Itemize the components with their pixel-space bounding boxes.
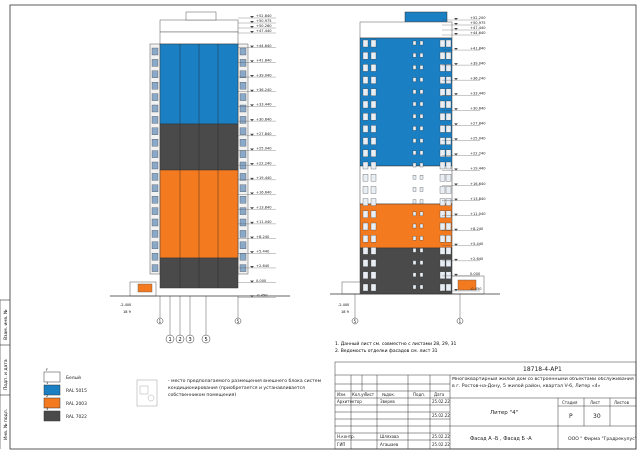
elevation-mark: +13.840 — [256, 205, 272, 210]
window — [440, 125, 445, 132]
window — [363, 211, 368, 218]
window — [413, 41, 416, 45]
window — [420, 175, 423, 179]
window — [413, 236, 416, 240]
window — [413, 212, 416, 216]
window — [240, 71, 246, 78]
window — [413, 248, 416, 252]
elevation-mark: +50.260 — [256, 24, 272, 29]
window — [440, 150, 445, 157]
elevation-mark: +52.200 — [470, 16, 486, 21]
elevation-mark: -0.450 — [256, 293, 268, 298]
window — [440, 247, 445, 254]
person: Зверев — [380, 399, 395, 404]
low-mark: -2.400 — [120, 303, 132, 307]
window — [440, 162, 445, 169]
window — [152, 94, 158, 101]
stamp-text: Инв. № подл. — [4, 408, 9, 440]
axis-label: 2 — [178, 337, 182, 343]
elevation-mark: +22.240 — [470, 151, 486, 156]
window — [371, 211, 376, 218]
axis-label: 5 — [204, 337, 208, 343]
window — [446, 40, 451, 47]
elevation-mark: +52.840 — [256, 14, 272, 19]
axis-label: 1 — [458, 319, 462, 324]
window — [371, 247, 376, 254]
window — [152, 82, 158, 89]
window — [152, 196, 158, 203]
company: ООО " Фирма "Градрекулус" — [568, 437, 637, 442]
elevation-mark: +27.840 — [470, 121, 486, 126]
date: 25.02.22 — [432, 442, 450, 447]
window — [440, 113, 445, 120]
window — [413, 187, 416, 191]
window — [420, 273, 423, 277]
window — [420, 163, 423, 167]
window — [440, 40, 445, 47]
window — [371, 77, 376, 84]
window — [371, 101, 376, 108]
elevation-mark: +41.840 — [470, 46, 486, 51]
window — [413, 175, 416, 179]
window — [413, 285, 416, 289]
legend-swatch — [44, 411, 60, 421]
window — [363, 138, 368, 145]
window — [371, 260, 376, 267]
window — [446, 223, 451, 230]
window — [152, 162, 158, 169]
window — [371, 174, 376, 181]
window — [420, 126, 423, 130]
window — [413, 139, 416, 143]
window — [446, 89, 451, 96]
window — [440, 186, 445, 193]
window — [420, 78, 423, 82]
window — [446, 64, 451, 71]
window — [446, 199, 451, 206]
note-line: 2. Ведомость отделки фасадов см. лист 31 — [335, 349, 438, 354]
elevation-mark: -0.450 — [470, 287, 482, 292]
window — [363, 199, 368, 206]
window — [446, 113, 451, 120]
elevation-mark: +50.975 — [470, 21, 486, 26]
legend-code: 1 — [46, 381, 49, 385]
window — [152, 71, 158, 78]
elevation-mark: +44.640 — [470, 31, 486, 36]
window — [371, 150, 376, 157]
window — [363, 52, 368, 59]
window — [371, 162, 376, 169]
window — [413, 151, 416, 155]
window — [152, 208, 158, 215]
window — [152, 105, 158, 112]
head-cell: Подп. — [413, 392, 426, 397]
elevation-mark: +11.040 — [256, 220, 272, 225]
elevation-mark: +22.240 — [256, 161, 272, 166]
window — [420, 53, 423, 57]
window — [371, 138, 376, 145]
window — [363, 284, 368, 291]
low-mark: -2.400 — [338, 303, 350, 307]
window — [371, 64, 376, 71]
elevation-mark: +25.040 — [470, 136, 486, 141]
window — [152, 59, 158, 66]
elevation-mark: +39.040 — [256, 73, 272, 78]
window — [371, 125, 376, 132]
window — [420, 285, 423, 289]
stage-value: Р — [569, 413, 573, 420]
window — [363, 101, 368, 108]
head-cell: Дата — [434, 392, 445, 397]
elevation-mark: +30.640 — [256, 117, 272, 122]
legend-code: 3 — [46, 407, 49, 411]
doc-code: 18718-4-АР1 — [523, 366, 562, 373]
project-title: Многоквартирный жилой дом со встроенными объектами обслуживания в г. Ростов-на-Дону, 5 жилой район, квартал V-6, Литер «4» — [452, 377, 634, 389]
head-cell: Кол.уч — [352, 392, 366, 397]
axis-label: 3 — [188, 337, 192, 343]
window — [240, 94, 246, 101]
window — [413, 273, 416, 277]
window — [440, 52, 445, 59]
elevation-mark: +41.840 — [256, 58, 272, 63]
window — [363, 260, 368, 267]
axis-markers-left — [120, 296, 241, 343]
date: 25.02.22 — [432, 434, 450, 439]
window — [440, 223, 445, 230]
window — [152, 230, 158, 237]
notes — [335, 340, 456, 354]
window — [240, 48, 246, 55]
window — [363, 162, 368, 169]
window — [420, 90, 423, 94]
elevation-mark: +39.040 — [470, 61, 486, 66]
window — [446, 138, 451, 145]
elevation-mark: +13.840 — [470, 196, 486, 201]
elevation-mark: +36.240 — [470, 76, 486, 81]
window — [363, 223, 368, 230]
window — [240, 162, 246, 169]
window — [440, 174, 445, 181]
colour-legend — [44, 368, 87, 421]
window — [371, 272, 376, 279]
window — [420, 41, 423, 45]
elevation-mark: +2.640 — [256, 264, 270, 269]
axis-label: 5 — [236, 319, 240, 324]
role: ГИП — [337, 442, 346, 447]
window — [420, 248, 423, 252]
elevation-mark: +47.440 — [470, 26, 486, 31]
person: Шляхова — [380, 434, 399, 439]
window — [446, 174, 451, 181]
legend-label: Белый — [66, 376, 81, 381]
window — [371, 186, 376, 193]
legend-code: F — [46, 368, 49, 372]
axis-label: 1 — [168, 337, 172, 343]
window — [446, 125, 451, 132]
axis-label: 5 — [353, 319, 357, 324]
ac-note-text: - место предполагаемого размещения внешнего блока систем кондиционирования (приобретается и устанавливается собственником помещения) — [168, 379, 322, 398]
role: Архитектор — [337, 399, 362, 404]
window — [363, 174, 368, 181]
window — [240, 116, 246, 123]
window — [240, 59, 246, 66]
window — [413, 90, 416, 94]
window — [152, 139, 158, 146]
window — [363, 89, 368, 96]
window — [371, 223, 376, 230]
elevation-mark: +11.040 — [470, 211, 486, 216]
window — [413, 261, 416, 265]
window — [413, 200, 416, 204]
elevation-mark: +33.440 — [256, 102, 272, 107]
head-cell: №док. — [382, 392, 396, 397]
elevation-mark: +47.440 — [256, 29, 272, 34]
window — [240, 219, 246, 226]
stamp-text: Подп. и дата — [4, 359, 9, 390]
window — [363, 247, 368, 254]
window — [240, 185, 246, 192]
window — [371, 235, 376, 242]
window — [440, 272, 445, 279]
window — [440, 64, 445, 71]
ac-note — [137, 378, 326, 414]
stamp-text: Взам. инв. № — [4, 309, 9, 340]
window — [240, 230, 246, 237]
window — [240, 151, 246, 158]
window — [363, 125, 368, 132]
window — [446, 247, 451, 254]
window — [363, 40, 368, 47]
elevation-mark: +2.640 — [470, 257, 484, 262]
elevation-mark: 0.000 — [256, 278, 267, 283]
window — [371, 89, 376, 96]
window — [363, 272, 368, 279]
elevation-mark: +25.040 — [256, 146, 272, 151]
elevation-mark: +30.640 — [470, 106, 486, 111]
window — [413, 65, 416, 69]
window — [420, 236, 423, 240]
elevation-mark: +19.440 — [256, 176, 272, 181]
elevation-mark: +8.240 — [470, 226, 484, 231]
sheet-number: 30 — [593, 413, 601, 420]
window — [371, 284, 376, 291]
window — [240, 242, 246, 249]
window — [240, 82, 246, 89]
window — [152, 48, 158, 55]
window — [152, 116, 158, 123]
window — [152, 151, 158, 158]
window — [446, 272, 451, 279]
elevation-mark: +5.440 — [256, 249, 270, 254]
window — [413, 224, 416, 228]
head-cell: Лист — [364, 392, 375, 397]
person: Агашаев — [380, 442, 399, 447]
window — [446, 186, 451, 193]
window — [440, 199, 445, 206]
window — [240, 208, 246, 215]
window — [440, 89, 445, 96]
window — [420, 224, 423, 228]
window — [446, 284, 451, 291]
window — [420, 212, 423, 216]
window — [363, 77, 368, 84]
window — [420, 102, 423, 106]
axis-label: 1 — [158, 319, 162, 324]
window — [240, 253, 246, 260]
window — [440, 138, 445, 145]
elevation-mark: +16.640 — [256, 190, 272, 195]
window — [363, 150, 368, 157]
window — [420, 65, 423, 69]
window — [446, 211, 451, 218]
window — [371, 40, 376, 47]
window — [440, 284, 445, 291]
legend-code: 2 — [46, 394, 49, 398]
window — [363, 186, 368, 193]
window — [446, 235, 451, 242]
window — [413, 163, 416, 167]
window — [446, 101, 451, 108]
window — [446, 150, 451, 157]
head-cell: Изм. — [337, 392, 347, 397]
window — [371, 113, 376, 120]
window — [152, 253, 158, 260]
window — [363, 64, 368, 71]
window — [152, 173, 158, 180]
elevation-mark: +8.240 — [256, 234, 270, 239]
role: Н.контр. — [337, 434, 355, 439]
elevation-mark: +33.440 — [470, 91, 486, 96]
window — [446, 260, 451, 267]
window — [240, 265, 246, 272]
stage-head: Стадия — [562, 400, 578, 405]
legend-label: RAL 7022 — [66, 415, 87, 420]
note-line: 1. Данный лист см. совместно с листами 28, 29, 31 — [335, 342, 457, 347]
side-stamp — [0, 300, 10, 449]
legend-label: RAL 2003 — [66, 402, 87, 407]
date: 25.02.22 — [432, 413, 450, 418]
object-name: Литер "4" — [490, 410, 519, 416]
window — [413, 53, 416, 57]
window — [440, 101, 445, 108]
window — [420, 261, 423, 265]
window — [413, 78, 416, 82]
window — [413, 114, 416, 118]
stage-head: Лист — [590, 400, 601, 405]
elevation-mark: +5.440 — [470, 241, 484, 246]
window — [240, 139, 246, 146]
window — [446, 52, 451, 59]
window — [420, 114, 423, 118]
window — [152, 219, 158, 226]
window — [420, 139, 423, 143]
legend-label: RAL 5015 — [66, 389, 87, 394]
low-mark: 18 9 — [341, 310, 349, 314]
window — [371, 199, 376, 206]
window — [371, 52, 376, 59]
stage-head: Листов — [614, 400, 629, 405]
sheet-title: Фасад А -Б , Фасад Б -А — [470, 436, 532, 442]
window — [152, 185, 158, 192]
window — [420, 200, 423, 204]
window — [240, 196, 246, 203]
elevation-mark: +50.975 — [256, 19, 272, 24]
window — [152, 265, 158, 272]
date: 25.02.22 — [432, 399, 450, 404]
elevation-mark: +27.840 — [256, 131, 272, 136]
window — [440, 211, 445, 218]
window — [363, 113, 368, 120]
window — [440, 235, 445, 242]
axis-markers-right — [338, 294, 463, 324]
elevation-mark: 0.000 — [470, 272, 481, 277]
window — [152, 128, 158, 135]
low-mark: 18 9 — [123, 310, 131, 314]
window — [240, 128, 246, 135]
window — [152, 242, 158, 249]
elevation-mark: +16.640 — [470, 181, 486, 186]
elevation-mark: +19.440 — [470, 166, 486, 171]
window — [240, 173, 246, 180]
window — [446, 162, 451, 169]
window — [240, 105, 246, 112]
window — [413, 102, 416, 106]
window — [420, 151, 423, 155]
window — [440, 260, 445, 267]
window — [420, 187, 423, 191]
elevation-mark: +36.240 — [256, 87, 272, 92]
band-white — [360, 166, 452, 204]
window — [363, 235, 368, 242]
elevation-mark: +44.640 — [256, 43, 272, 48]
window — [413, 126, 416, 130]
